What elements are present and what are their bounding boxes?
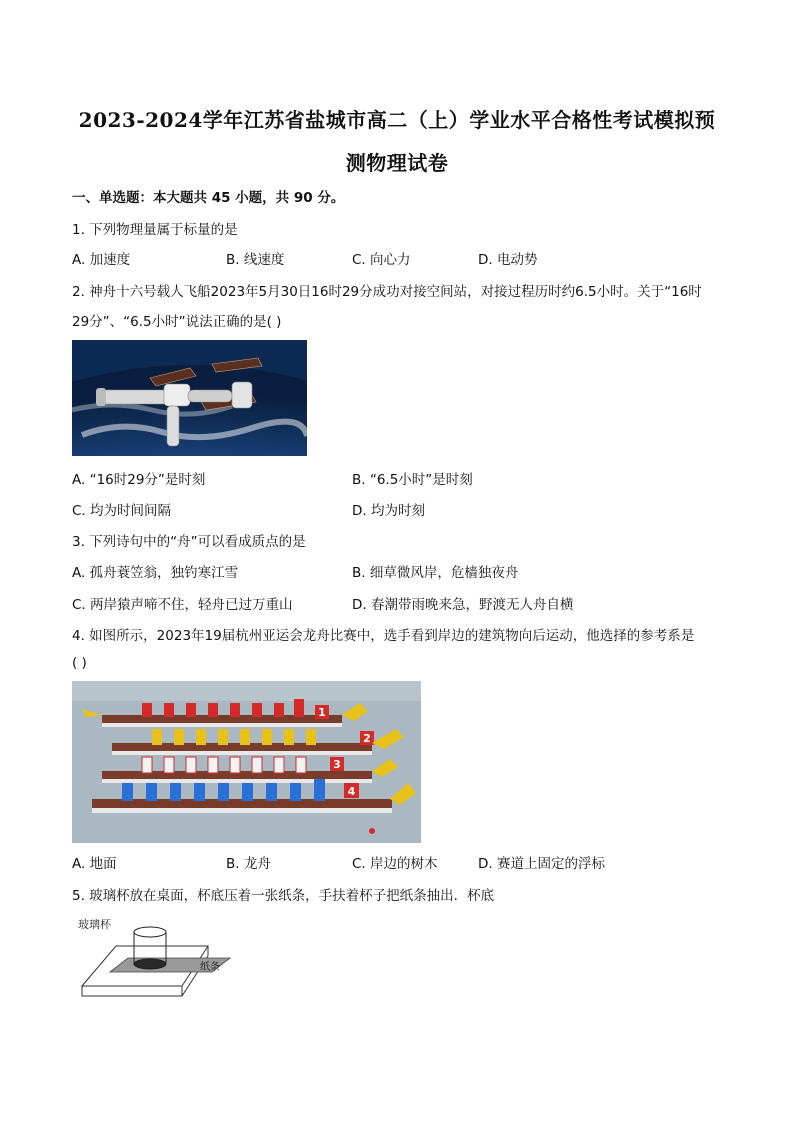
space-station-illustration — [72, 340, 307, 456]
q4-option-b[interactable]: B. 龙舟 — [226, 856, 271, 872]
boat-number-2: 2 — [363, 732, 371, 745]
q2-option-c[interactable]: C. 均为时间间隔 — [72, 503, 172, 519]
q3-option-b[interactable]: B. 细草微风岸，危樯独夜舟 — [352, 565, 519, 581]
dragon-boat-illustration — [72, 681, 421, 843]
q3-stem: 3. 下列诗句中的“舟”可以看成质点的是 — [72, 534, 306, 550]
glass-cup-illustration — [72, 912, 247, 1004]
q1-option-c[interactable]: C. 向心力 — [352, 252, 411, 268]
paper-label: 纸条 — [200, 962, 220, 973]
q4-stem-line-2: ( ) — [72, 655, 87, 671]
space-station-photo — [72, 340, 307, 456]
q1-option-b[interactable]: B. 线速度 — [226, 252, 285, 268]
q4-option-c[interactable]: C. 岸边的树木 — [352, 856, 438, 872]
q3-option-d[interactable]: D. 春潮带雨晚来急，野渡无人舟自横 — [352, 597, 574, 613]
q4-stem-line-1: 4. 如图所示，2023年19届杭州亚运会龙舟比赛中，选手看到岸边的建筑物向后运动，他选择的参考系是 — [72, 628, 695, 644]
q1-option-a[interactable]: A. 加速度 — [72, 252, 131, 268]
cup-label: 玻璃杯 — [78, 918, 111, 931]
q2-option-a[interactable]: A. “16时29分”是时刻 — [72, 472, 206, 488]
section-heading: 一、单选题：本大题共 45 小题，共 90 分。 — [72, 190, 345, 206]
boat-number-4: 4 — [347, 785, 356, 798]
q3-option-c[interactable]: C. 两岸猿声啼不住，轻舟已过万重山 — [72, 597, 293, 613]
q2-stem-line-1: 2. 神舟十六号载人飞船2023年5月30日16时29分成功对接空间站，对接过程历时约6.5小时。关于“16时 — [72, 284, 702, 300]
glass-cup-diagram — [72, 912, 247, 1004]
dragon-boat-photo — [72, 681, 421, 843]
title-line-2: 测物理试卷 — [345, 151, 449, 175]
q2-option-b[interactable]: B. “6.5小时”是时刻 — [352, 472, 473, 488]
q4-option-a[interactable]: A. 地面 — [72, 856, 117, 872]
q1-option-d[interactable]: D. 电动势 — [478, 252, 538, 268]
q1-stem: 1. 下列物理量属于标量的是 — [72, 222, 238, 238]
q2-option-d[interactable]: D. 均为时刻 — [352, 503, 425, 519]
q2-stem-line-2: 29分”、“6.5小时”说法正确的是( ) — [72, 314, 282, 330]
q5-stem: 5. 玻璃杯放在桌面，杯底压着一张纸条，手扶着杯子把纸条抽出．杯底 — [72, 888, 495, 904]
q3-option-a[interactable]: A. 孤舟蓑笠翁，独钓寒江雪 — [72, 565, 239, 581]
q4-option-d[interactable]: D. 赛道上固定的浮标 — [478, 856, 605, 872]
boat-number-3: 3 — [333, 758, 341, 771]
boat-number-1: 1 — [318, 706, 326, 719]
title-line-1: 2023-2024学年江苏省盐城市高二（上）学业水平合格性考试模拟预 — [78, 108, 716, 132]
